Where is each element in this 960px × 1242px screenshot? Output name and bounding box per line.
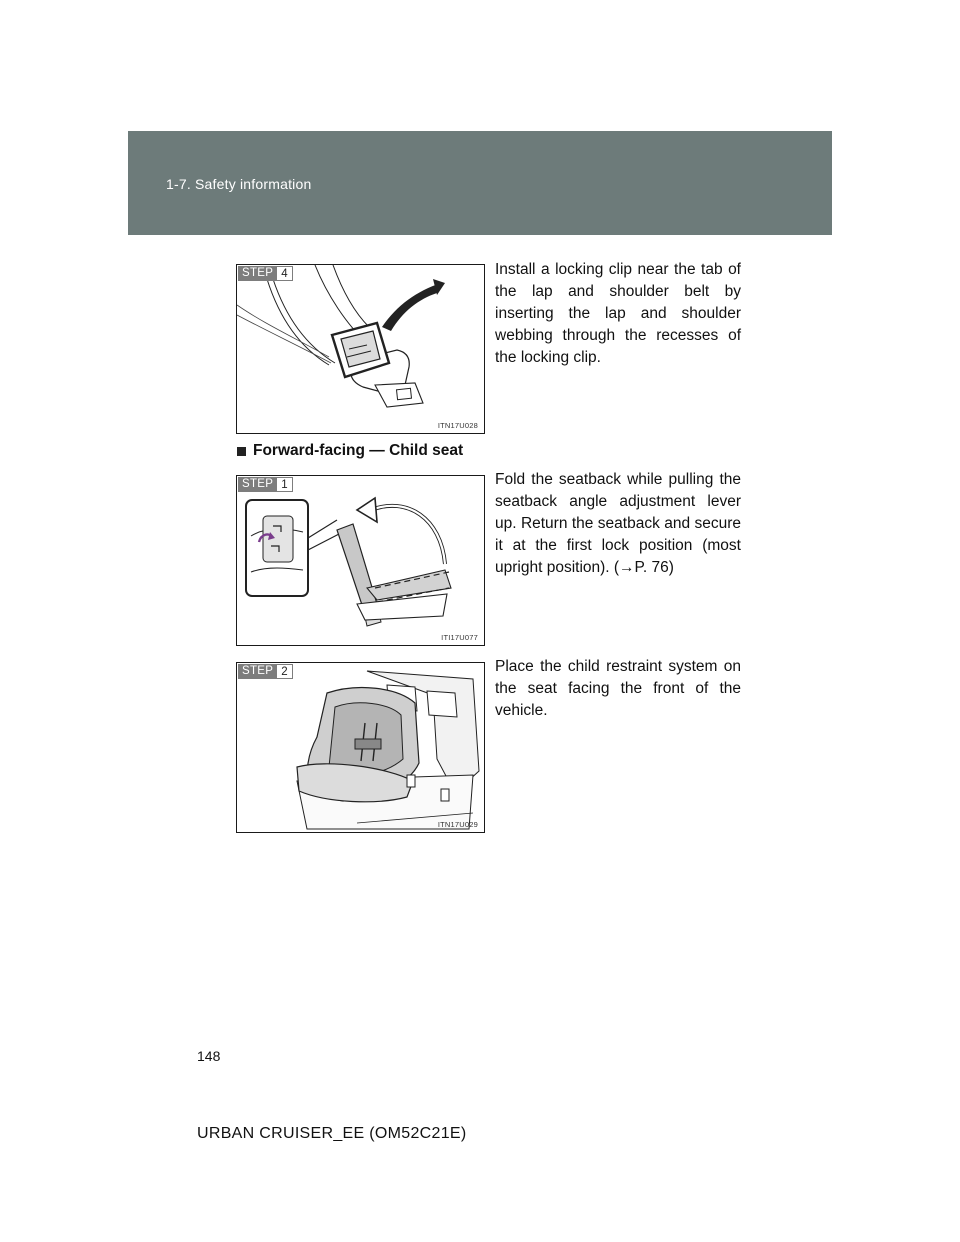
step-number: 1 <box>277 477 292 492</box>
step-label: STEP <box>238 664 277 679</box>
figure-code: ITN17U028 <box>437 421 478 430</box>
step-label: STEP <box>238 477 277 492</box>
step-text: Install a locking clip near the tab of the lap and shoulder belt by inserting the lap and shoulder webbing through the recesses of the locking clip. <box>495 261 741 366</box>
figure-child-seat <box>236 662 485 833</box>
figure-code: ITN17U029 <box>437 820 478 829</box>
figure-locking-clip <box>236 264 485 434</box>
section-title: 1-7. Safety information <box>166 176 312 192</box>
step-label: STEP <box>238 266 277 281</box>
step-badge <box>238 266 293 281</box>
figure-code: ITI17U077 <box>441 633 478 642</box>
step-text: Fold the seatback while pulling the seatback angle adjustment lever up. Return the seatback and secure it at the first lock position (most upright position). (→P. 76) <box>495 471 741 576</box>
subheading <box>237 442 463 460</box>
locking-clip-illustration <box>237 265 484 433</box>
footer-model: URBAN CRUISER_EE (OM52C21E) <box>197 1125 467 1142</box>
square-bullet-icon <box>237 447 246 456</box>
step-number: 4 <box>277 266 292 281</box>
subheading-text: Forward-facing — Child seat <box>253 442 464 459</box>
step-text: Place the child restraint system on the seat facing the front of the vehicle. <box>495 658 741 719</box>
page-number: 148 <box>197 1048 221 1064</box>
header-band <box>128 131 832 235</box>
figure-seatback-fold <box>236 475 485 646</box>
step-badge <box>238 477 293 492</box>
step-number: 2 <box>277 664 292 679</box>
child-seat-illustration <box>237 663 484 832</box>
seatback-fold-illustration <box>237 476 484 645</box>
step-badge <box>238 664 293 679</box>
